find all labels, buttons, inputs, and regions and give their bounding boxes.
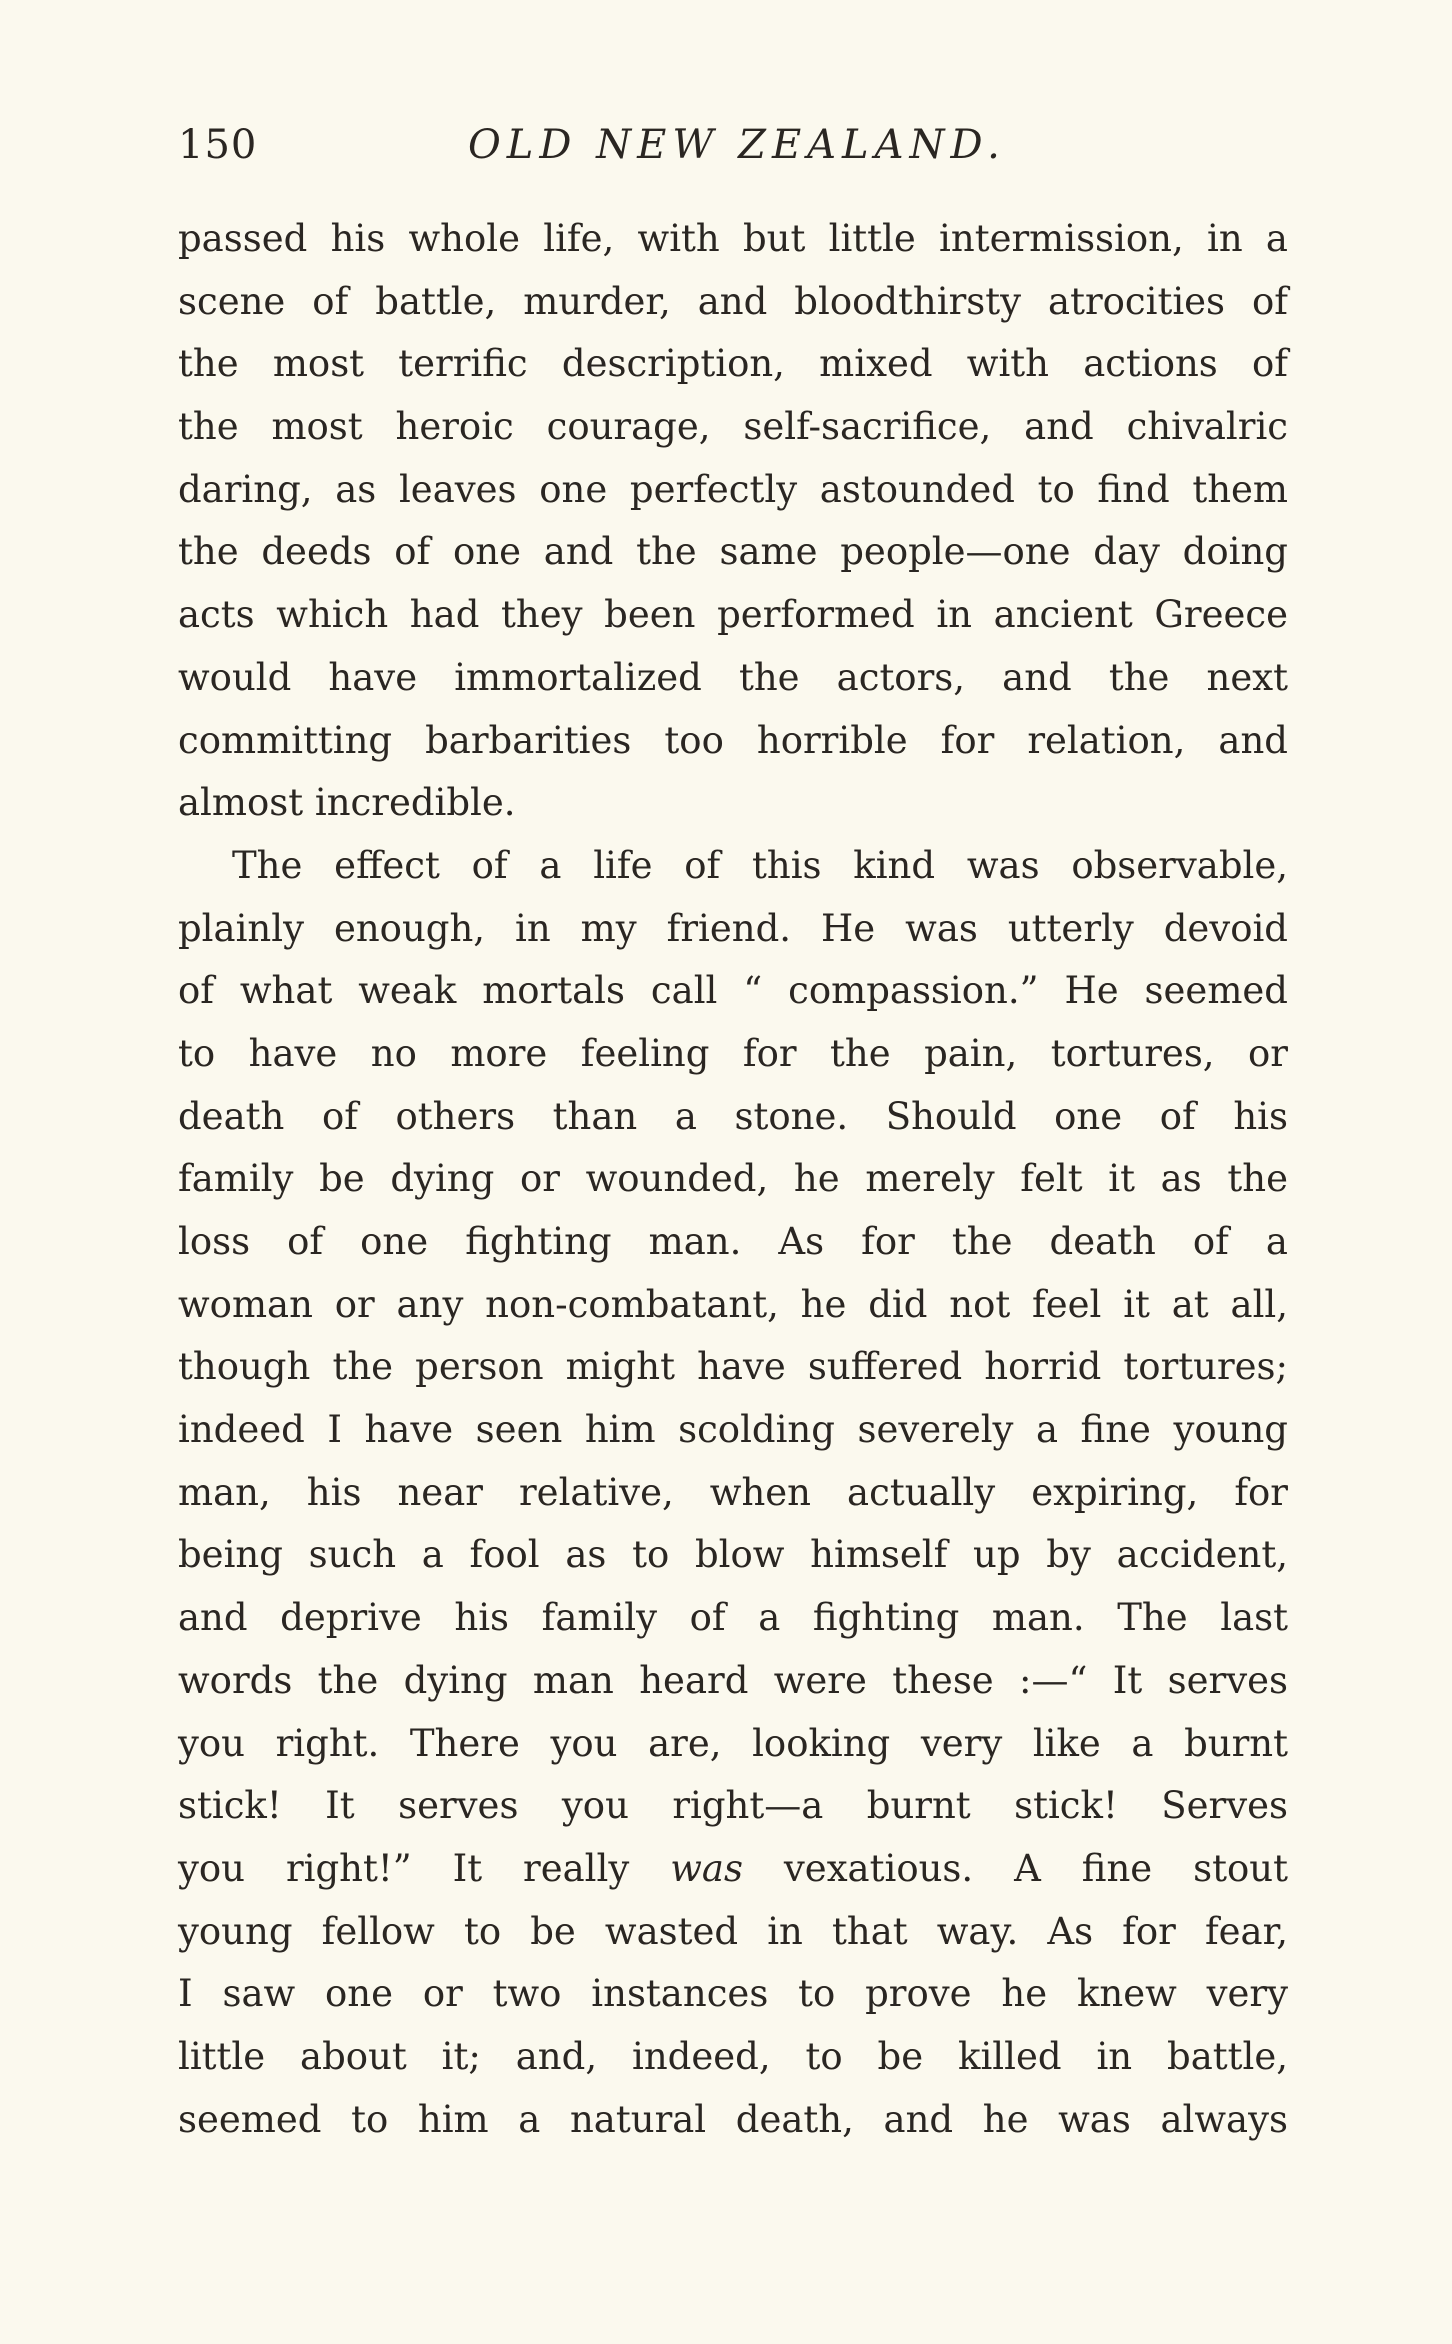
text-line-with-emphasis [178,1838,1288,1901]
text-fragment: you right!” It really [178,1846,671,1890]
text-line: of what weak mortals call “ compassion.” He seemed [178,969,1288,1013]
text-line: daring, as leaves one perfectly astounded to find them [178,467,1288,511]
text-line: though the person might have suffered horrid tortures; [178,1345,1288,1389]
text-line: acts which had they been performed in ancient Greece [178,593,1288,637]
text-line: words the dying man heard were these :—“ It serves [178,1658,1288,1702]
text-line: family be dying or wounded, he merely felt it as the [178,1157,1288,1201]
text-line: committing barbarities too horrible for relation, and [178,718,1288,762]
text-line: plainly enough, in my friend. He was utterly devoid [178,906,1288,950]
text-line: seemed to him a natural death, and he was always [178,2097,1288,2141]
text-line: I saw one or two instances to prove he knew very [178,1972,1288,2016]
text-line: being such a fool as to blow himself up by accident, [178,1533,1288,1577]
text-line: you right. There you are, looking very like a burnt [178,1721,1288,1765]
text-line: the deeds of one and the same people—one day doing [178,530,1288,574]
text-line: the most heroic courage, self-sacrifice, and chivalric [178,405,1288,449]
text-line: death of others than a stone. Should one of his [178,1094,1288,1138]
text-line: man, his near relative, when actually expiring, for [178,1470,1288,1514]
text-line: would have immortalized the actors, and the next [178,655,1288,699]
page-number: 150 [178,122,258,168]
text-line: almost incredible. [178,781,516,825]
text-line: scene of battle, murder, and bloodthirsty atrocities of [178,279,1288,323]
text-fragment: vexatious. A fine stout [742,1846,1288,1890]
text-line: little about it; and, indeed, to be killed in battle, [178,2034,1288,2078]
text-line: passed his whole life, with but little intermission, in a [178,217,1288,260]
text-line: The effect of a life of this kind was observable, [232,843,1288,887]
text-line: loss of one fighting man. As for the death of a [178,1220,1288,1263]
text-line: woman or any non-combatant, he did not feel it at all, [178,1282,1288,1326]
text-line: stick! It serves you right—a burnt stick! Serves [178,1784,1288,1828]
text-line: young fellow to be wasted in that way. As for fear, [178,1909,1288,1953]
italic-word: was [670,1846,743,1890]
body-text [178,208,1288,2151]
text-line: and deprive his family of a fighting man. The last [178,1596,1288,1640]
running-head [178,122,1288,182]
book-title: OLD NEW ZEALAND. [468,122,1006,168]
text-line: to have no more feeling for the pain, tortures, or [178,1031,1288,1075]
text-line: indeed I have seen him scolding severely a fine young [178,1408,1288,1452]
text-line: the most terrific description, mixed with actions of [178,342,1288,386]
